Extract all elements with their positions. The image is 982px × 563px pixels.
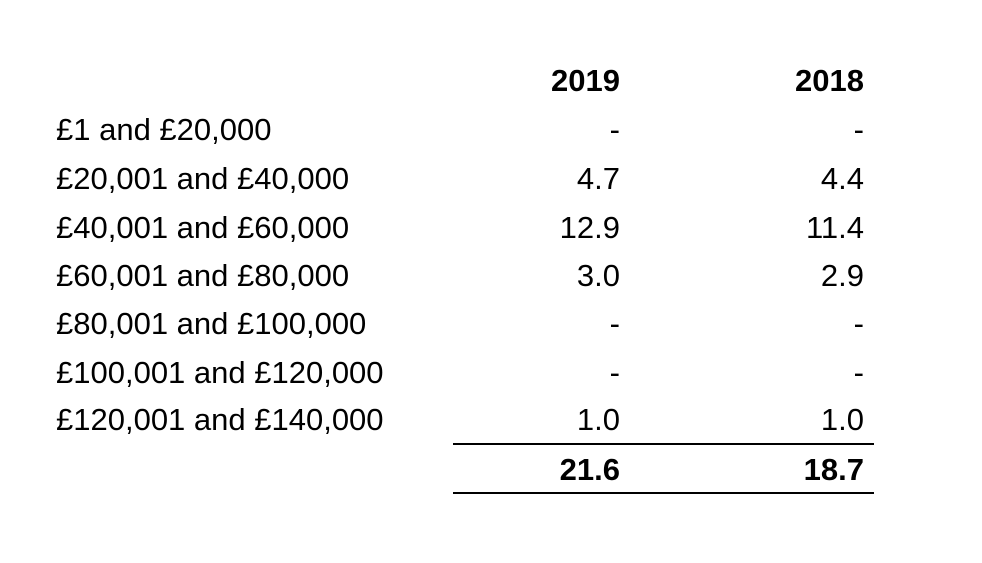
- column-header-2019: 2019: [551, 63, 620, 98]
- row-label: £60,001 and £80,000: [56, 258, 350, 293]
- table-row: [0, 396, 982, 444]
- row-value-2019: 12.9: [559, 210, 620, 245]
- header-row: [0, 57, 982, 105]
- row-value-2018: 2.9: [820, 258, 864, 293]
- table-row: [0, 155, 982, 203]
- row-label: £100,001 and £120,000: [56, 355, 384, 390]
- row-value-2019: 4.7: [576, 161, 620, 196]
- row-value-2018: 4.4: [820, 161, 864, 196]
- row-value-2018: 11.4: [805, 210, 864, 245]
- row-value-2018: -: [853, 306, 864, 341]
- row-label: £40,001 and £60,000: [56, 210, 350, 245]
- table-row: [0, 300, 982, 348]
- table-row: [0, 106, 982, 154]
- row-value-2019: 1.0: [576, 402, 620, 437]
- row-value-2019: -: [609, 306, 620, 341]
- row-value-2019: 3.0: [576, 258, 620, 293]
- row-label: £80,001 and £100,000: [56, 306, 367, 341]
- row-value-2018: -: [853, 112, 864, 147]
- table-row: [0, 204, 982, 252]
- total-value-2019: 21.6: [559, 452, 620, 487]
- table-row: [0, 252, 982, 300]
- row-label: £20,001 and £40,000: [56, 161, 350, 196]
- row-value-2018: -: [853, 355, 864, 390]
- table-row: [0, 349, 982, 397]
- row-label: £1 and £20,000: [56, 112, 272, 147]
- row-value-2019: -: [609, 355, 620, 390]
- column-header-2018: 2018: [795, 63, 864, 98]
- total-underline: [453, 492, 874, 494]
- total-row: [0, 446, 982, 494]
- row-value-2019: -: [609, 112, 620, 147]
- subtotal-divider: [453, 443, 874, 445]
- row-value-2018: 1.0: [820, 402, 864, 437]
- total-value-2018: 18.7: [803, 452, 864, 487]
- row-label: £120,001 and £140,000: [56, 402, 384, 437]
